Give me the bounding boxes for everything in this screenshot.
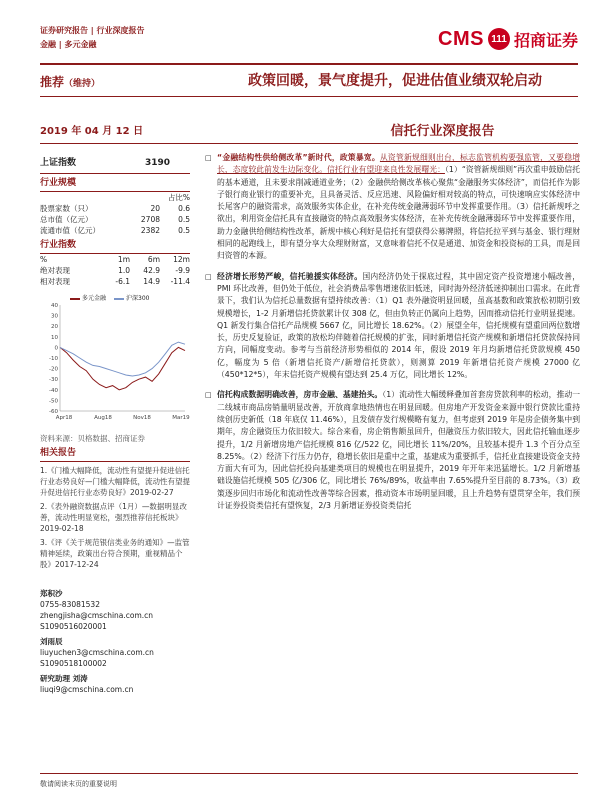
subsector: 多元金融 bbox=[64, 40, 97, 49]
analyst-name: 郑积沙 bbox=[40, 589, 63, 598]
analyst-phone: 0755-83081532 bbox=[40, 600, 100, 609]
legend-item: 沪深300 bbox=[114, 293, 149, 304]
related-item[interactable]: 3.《评《关于规范银信类业务的通知》—监管精神延续，政策出台符合预期，重视精品个股》2017-12-24 bbox=[40, 538, 190, 569]
report-type: 证券研究报告 bbox=[40, 26, 88, 35]
y-tick-label: -60 bbox=[49, 409, 58, 415]
legend-item: 多元金融 bbox=[70, 293, 106, 304]
rating bbox=[40, 73, 100, 90]
y-tick-label: -50 bbox=[49, 398, 58, 405]
table-row bbox=[40, 276, 190, 287]
footer-note: 敬请阅读末页的重要说明 bbox=[40, 780, 117, 788]
analyst-email[interactable]: liuqi9@cmschina.com.cn bbox=[40, 685, 134, 694]
y-tick-label: -40 bbox=[49, 387, 58, 394]
paragraph bbox=[205, 152, 580, 263]
analyst-contact bbox=[40, 636, 190, 669]
row-value: 42.9 bbox=[143, 266, 160, 275]
table-row bbox=[40, 225, 190, 236]
report-subtype: 行业深度报告 bbox=[96, 26, 145, 35]
analyst-code: S1090516020001 bbox=[40, 622, 107, 631]
para-highlight: 从资管新规细则出台，标志监管机构要强监管，又要稳增长，态度较此前发生边际变化。信托行业有望迎来良性发展曙光： bbox=[217, 153, 581, 175]
headline: 政策回暖，景气度提升，促进估值业绩双轮启动 bbox=[248, 73, 542, 89]
hdr: 1m bbox=[117, 255, 130, 264]
report-title: 信托行业深度报告 bbox=[390, 124, 495, 139]
y-tick-label: -10 bbox=[49, 356, 58, 362]
row-value: 20 bbox=[150, 204, 160, 213]
logo-cn-text: 招商证券 bbox=[513, 30, 578, 50]
index-kpi bbox=[40, 150, 190, 174]
para-body: （1）“资管新规细则”再次重申鼓励信托的基本通道，且未要求削减通道业务；（2）金融供给侧改革核心聚焦“金融服务实体经济”，而信托作为影子银行商业银行的重要补充，且具备灵活、反应迅速、风险偏好相对较高的特点，可快速响应实体经济中长尾客户的融资需求，高效服务实体企业，在补充传统金融薄弱环节中发挥重要作用。（3）信托新规呼之欲出，利用资金信托具有直接融资的特点高效服务实体经济，在补充传统金融薄弱环节中发挥重要作用，助力金融供给侧结构性改革，新规中核心利好是信托有望获得公募牌照，将信托拉平到与基金、银行理财相同的起跑线上，即有望分享大众理财财富，又意味着信托不仅是通道、加资金和投资标的工具，而是回归资管的本源。 bbox=[217, 165, 581, 261]
x-tick-label: Mar19 bbox=[172, 415, 190, 421]
para-lead: “金融结构性供给侧改革”新时代，政策暴宽。 bbox=[217, 153, 380, 162]
rating-sub: （维持） bbox=[64, 79, 101, 89]
chart-source: 资料来源：贝格数据、招商证券 bbox=[40, 434, 145, 443]
analyst-code: S1090518100002 bbox=[40, 659, 107, 668]
paragraph bbox=[205, 389, 580, 512]
row-value: 2708 bbox=[140, 215, 160, 224]
related-item[interactable]: 1.《门槛大幅降低，流动性有望提升促进信托行业态势良好—门槛大幅降低，流动性有望提升促进信托行业态势良好》2019-02-27 bbox=[40, 466, 190, 497]
header-meta: 证券研究报告 | 行业深度报告 金融 | 多元金融 bbox=[40, 26, 145, 49]
table-row bbox=[40, 265, 190, 276]
y-tick-label: 20 bbox=[51, 324, 58, 331]
analyst-name: 研究助理 刘涛 bbox=[40, 674, 88, 683]
related-item[interactable]: 2.《表外融资数据点评（1月）—数据明显改善，流动性明显宽松，强烈推荐信托板块》2019-02-18 bbox=[40, 502, 187, 533]
hdr: 6m bbox=[147, 255, 160, 264]
para-body: 国内经济仍处于探底过程，其中固定资产投资增速小幅改善，PMI 环比改善，但仍处于低位，社会消费品零售增速依旧低迷，同时海外经济低迷抑制出口需求。在此背景下，我们认为信托总量数据有望持续改善：（1）Q1 表外融资明显回暖，虽高基数和政策放松初期引致规模增长，1-2 月新增信托贷款累计仅 308 亿，但由负转正仍属向上趋势，因而推动信托行业明显提速。Q1 新发行集合信托产品规模 5667 亿，同比增长 18.62%。（2）展望全年，信托规模有望重回两位数增长，历史反复验证，政策的放松均伴随着信托规模的扩张，同时新增信托资产规模和新增信托贷款保持同方向，同幅度变动。参考与当前经济形势相似的 2014 年，假设 2019 年月均新增信托贷款规模 450 亿，幅度为 5 倍（新增信托资产/新增信托贷款），则测算 2019 年新增信托资产规模 27000 亿（450*12*5），年末信托资产规模有望达到 25.4 万亿，同比增长 12%。 bbox=[217, 271, 580, 380]
y-tick-label: 10 bbox=[51, 334, 58, 341]
y-tick-label: 30 bbox=[51, 313, 58, 320]
top-rule bbox=[40, 63, 578, 65]
analyst-email[interactable]: zhengjisha@cmschina.com.cn bbox=[40, 611, 154, 620]
row-name: 总市值（亿元） bbox=[40, 215, 93, 224]
chart-legend bbox=[70, 293, 149, 304]
table-row bbox=[40, 214, 190, 225]
row-name: 流通市值（亿元） bbox=[40, 226, 100, 235]
para-lead: 经济增长形势严峻，信托驰援实体经济。 bbox=[217, 271, 363, 281]
analyst-contact bbox=[40, 673, 190, 695]
rating-label: 推荐 bbox=[40, 75, 65, 89]
y-tick-label: -20 bbox=[49, 366, 58, 373]
row-value: -6.1 bbox=[115, 277, 130, 286]
y-tick-label: 0 bbox=[54, 345, 58, 352]
report-date: 2019 年 04 月 12 日 bbox=[40, 126, 144, 137]
unit-header: 占比% bbox=[167, 193, 190, 202]
logo-mark-icon: 111 bbox=[488, 28, 510, 50]
analyst-name: 刘雨辰 bbox=[40, 637, 63, 646]
analyst-email[interactable]: liuyuchen3@cmschina.com.cn bbox=[40, 648, 154, 657]
index-label: 上证指数 bbox=[40, 158, 77, 168]
y-tick-label: -30 bbox=[49, 377, 58, 384]
sector: 金融 bbox=[40, 40, 56, 49]
sidebar bbox=[40, 150, 190, 695]
row-value: 14.9 bbox=[143, 277, 160, 286]
industry-size-title: 行业规模 bbox=[40, 174, 190, 192]
main-body bbox=[205, 152, 580, 520]
paragraph bbox=[205, 271, 580, 382]
performance-chart bbox=[40, 291, 190, 431]
series-line bbox=[60, 342, 185, 376]
industry-index-title: 行业指数 bbox=[40, 236, 190, 254]
table-row bbox=[40, 203, 190, 214]
x-tick-label: Nov18 bbox=[133, 415, 151, 421]
hdr: 12m bbox=[173, 255, 190, 264]
row-name: 股票家数（只） bbox=[40, 204, 93, 213]
x-tick-label: Aug18 bbox=[94, 415, 112, 421]
para-body: （1）流动性大幅缓释叠加首套房贷款利率的松动，推动一二线城市商品房销量明显改善，开放商拿地热情也在明显回暖。但房地产开发资金来源中银行贷款比重持续创历史新低（18 年底仅 11.46%），且发债存发行规模略有复力，但考虑到 2019 年是房企债务集中到期年，房企融资压力依旧较大。综合来看，房企销售额虽回升，但融资压力依旧较大，因此信托输血逐步提升，1/2 月新增房地产信托规模 816 亿/522 亿，同比增长 11%/20%，且较基本提升 1.3 个百分点至 8.25%。（2）经济下行压力仍存，稳增长依旧是重中之重，基建成为重要抓手，信托业直接建设资金支持方面大有可为，因此信托投向基建类项目的规模也在明显提升，2019 年开年来迅猛增长。1/2 月新增基础设施信托规模 505 亿/306 亿，同比增长 76%/89%，收益率由 7.65%提升至目前的 8.73%。（3）政策逐步回归市场化和流动性改善等综合因素，推动资本市场明显回暖，且上升趋势有望贯穿全年，我们预计证券投资类信托有望恢复，2/3 月新增证券投资类信托 bbox=[217, 390, 580, 511]
hdr: % bbox=[40, 255, 48, 264]
chart-svg bbox=[40, 291, 190, 431]
row-pct: 0.6 bbox=[178, 204, 190, 213]
y-tick-label: 40 bbox=[51, 303, 58, 309]
index-header bbox=[40, 254, 190, 265]
index-value: 3190 bbox=[144, 158, 170, 168]
logo-cms-text: CMS bbox=[438, 27, 484, 50]
related-title: 相关报告 bbox=[40, 444, 190, 462]
row-name: 相对表现 bbox=[40, 277, 70, 286]
row-value: -9.9 bbox=[175, 266, 190, 275]
footer-rule bbox=[40, 773, 578, 774]
cms-logo bbox=[438, 26, 578, 52]
analyst-contact bbox=[40, 588, 190, 632]
para-lead: 信托构成数据明确改善，房市金融、基建抬头。 bbox=[217, 390, 383, 400]
row-value: 2382 bbox=[140, 226, 160, 235]
row-value: 1.0 bbox=[118, 266, 130, 275]
row-pct: 0.5 bbox=[178, 215, 190, 224]
mid-rule bbox=[40, 96, 578, 97]
industry-size-header bbox=[40, 192, 190, 203]
x-tick-label: Apr18 bbox=[55, 415, 73, 421]
series-line bbox=[60, 347, 185, 389]
sub-rule bbox=[40, 143, 578, 144]
row-pct: 0.5 bbox=[178, 226, 190, 235]
row-value: -11.4 bbox=[170, 277, 190, 286]
row-name: 绝对表现 bbox=[40, 266, 70, 275]
